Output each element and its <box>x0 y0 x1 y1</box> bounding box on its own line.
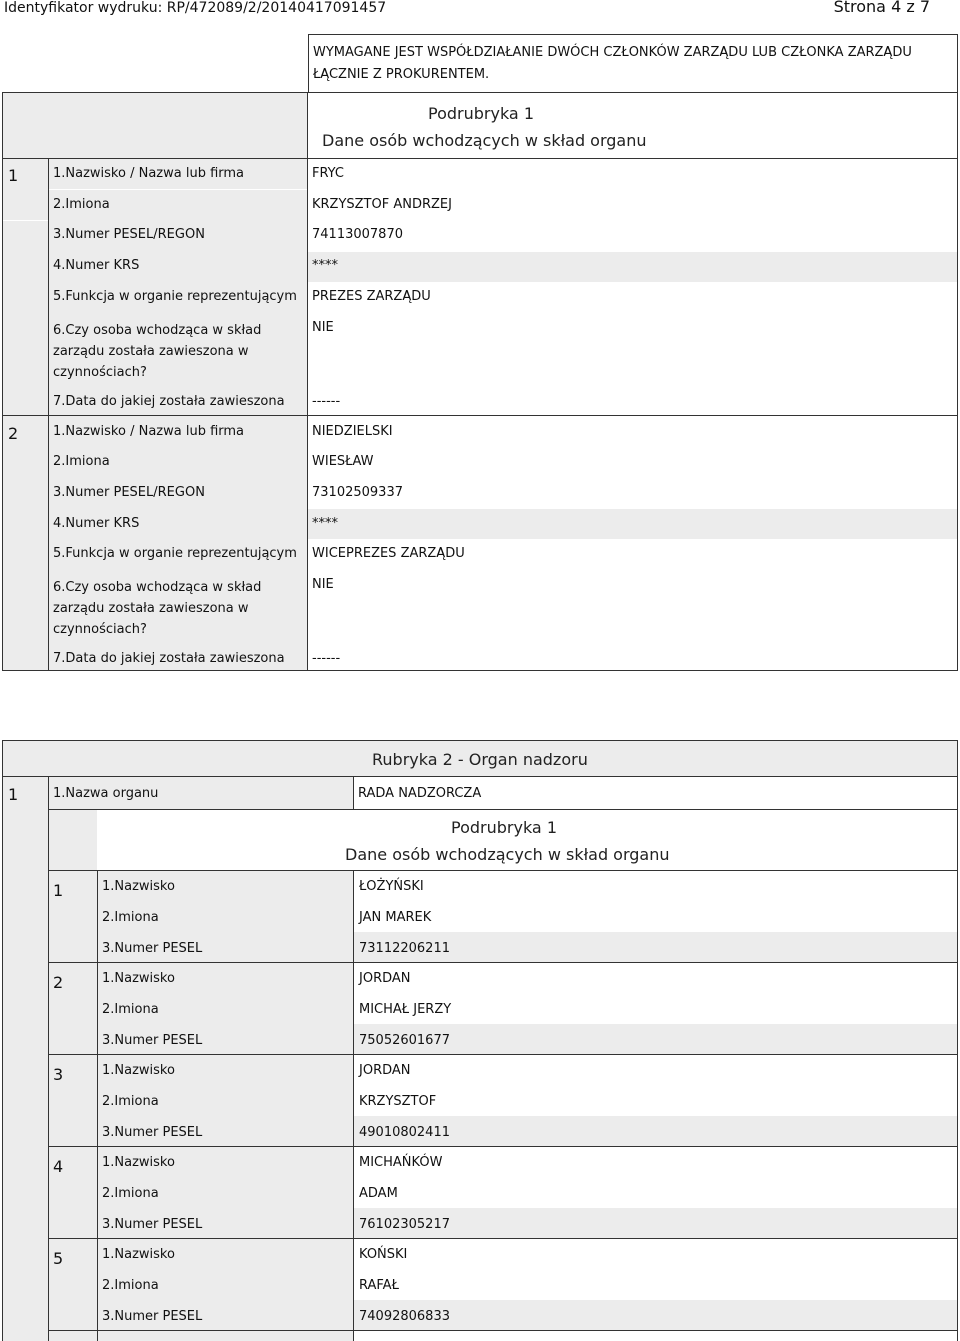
first-names-label: 2.Imiona <box>102 1278 159 1293</box>
surname-value: KOŃSKI <box>359 1247 408 1262</box>
function-label: 5.Funkcja w organie reprezentującym <box>53 546 297 561</box>
function-value: WICEPREZES ZARZĄDU <box>312 546 465 561</box>
surname-label: 1.Nazwisko <box>102 1155 175 1170</box>
suspended-until-label: 7.Data do jakiej została zawieszona <box>53 394 285 409</box>
krs-value: **** <box>312 258 338 273</box>
function-label: 5.Funkcja w organie reprezentującym <box>53 289 297 304</box>
surname-label: 1.Nazwisko <box>102 1063 175 1078</box>
name-value: FRYC <box>312 166 344 181</box>
suspended-until-value: ------ <box>312 651 341 666</box>
member-number: 1 <box>8 166 19 185</box>
supervisory-subsection-title: Podrubryka 1 <box>451 818 557 837</box>
first-names-label: 2.Imiona <box>102 1002 159 1017</box>
suspended-label: 6.Czy osoba wchodząca w skład zarządu została zawieszona w czynnościach? <box>53 580 262 637</box>
pesel-label: 3.Numer PESEL <box>102 1125 203 1140</box>
pesel-value: 74092806833 <box>359 1309 450 1324</box>
suspended-until-label: 7.Data do jakiej została zawieszona <box>53 651 285 666</box>
representation-note-box <box>308 34 958 93</box>
first-names-value: KRZYSZTOF <box>359 1094 437 1109</box>
first-names-value: RAFAŁ <box>359 1278 399 1293</box>
member-number: 5 <box>53 1249 64 1268</box>
function-value: PREZES ZARZĄDU <box>312 289 431 304</box>
supervisory-subsection-subtitle: Dane osób wchodzących w skład organu <box>345 845 670 864</box>
pesel-value: 74113007870 <box>312 227 403 242</box>
surname-value: ŁOŻYŃSKI <box>359 879 424 894</box>
organ-row-number: 1 <box>8 785 19 804</box>
suspended-value: NIE <box>312 577 334 592</box>
pesel-label: 3.Numer PESEL <box>102 1217 203 1232</box>
first-names-label: 2.Imiona <box>102 1094 159 1109</box>
first-names-label: 2.Imiona <box>102 1186 159 1201</box>
member-number: 1 <box>53 881 64 900</box>
organ-name-label: 1.Nazwa organu <box>53 786 159 801</box>
krs-label: 4.Numer KRS <box>53 516 140 531</box>
krs-value: **** <box>312 516 338 531</box>
suspended-value: NIE <box>312 320 334 335</box>
member-number: 4 <box>53 1157 64 1176</box>
surname-value: JORDAN <box>359 971 411 986</box>
krs-label: 4.Numer KRS <box>53 258 140 273</box>
first-names-value: JAN MAREK <box>359 910 432 925</box>
surname-value: MICHAŃKÓW <box>359 1155 443 1170</box>
suspended-label: 6.Czy osoba wchodząca w skład zarządu została zawieszona w czynnościach? <box>53 323 262 380</box>
first-names-label: 2.Imiona <box>53 197 110 212</box>
first-names-label: 2.Imiona <box>102 910 159 925</box>
member-number: 2 <box>8 424 19 443</box>
page-number: Strona 4 z 7 <box>833 0 930 16</box>
pesel-label: 3.Numer PESEL <box>102 1309 203 1324</box>
board-subsection-title: Podrubryka 1 <box>428 104 534 123</box>
pesel-value: 73102509337 <box>312 485 403 500</box>
first-names-value: MICHAŁ JERZY <box>359 1002 452 1017</box>
supervisory-title: Rubryka 2 - Organ nadzoru <box>372 750 588 769</box>
member-number: 2 <box>53 973 64 992</box>
surname-label: 1.Nazwisko <box>102 879 175 894</box>
first-names-label: 2.Imiona <box>53 454 110 469</box>
first-names-value: KRZYSZTOF ANDRZEJ <box>312 197 452 212</box>
surname-value: JORDAN <box>359 1063 411 1078</box>
pesel-value: 76102305217 <box>359 1217 450 1232</box>
pesel-value: 49010802411 <box>359 1125 450 1140</box>
name-label: 1.Nazwisko / Nazwa lub firma <box>53 424 245 439</box>
representation-note: WYMAGANE JEST WSPÓŁDZIAŁANIE DWÓCH CZŁONKÓW ZARZĄDU LUB CZŁONKA ZARZĄDU ŁĄCZNIE Z PROKURENTEM. <box>313 45 912 82</box>
surname-label: 1.Nazwisko <box>102 1247 175 1262</box>
pesel-label: 3.Numer PESEL/REGON <box>53 485 205 500</box>
pesel-label: 3.Numer PESEL/REGON <box>53 227 205 242</box>
pesel-value: 75052601677 <box>359 1033 450 1048</box>
surname-label: 1.Nazwisko <box>102 971 175 986</box>
member-number: 3 <box>53 1065 64 1084</box>
pesel-label: 3.Numer PESEL <box>102 941 203 956</box>
print-identifier: Identyfikator wydruku: RP/472089/2/20140417091457 <box>4 0 387 16</box>
suspended-until-value: ------ <box>312 394 341 409</box>
first-names-value: ADAM <box>359 1186 398 1201</box>
name-value: NIEDZIELSKI <box>312 424 393 439</box>
pesel-label: 3.Numer PESEL <box>102 1033 203 1048</box>
name-label: 1.Nazwisko / Nazwa lub firma <box>53 166 245 181</box>
first-names-value: WIESŁAW <box>312 454 374 469</box>
board-subsection-subtitle: Dane osób wchodzących w skład organu <box>322 131 647 150</box>
pesel-value: 73112206211 <box>359 941 450 956</box>
organ-name-value: RADA NADZORCZA <box>358 786 482 801</box>
